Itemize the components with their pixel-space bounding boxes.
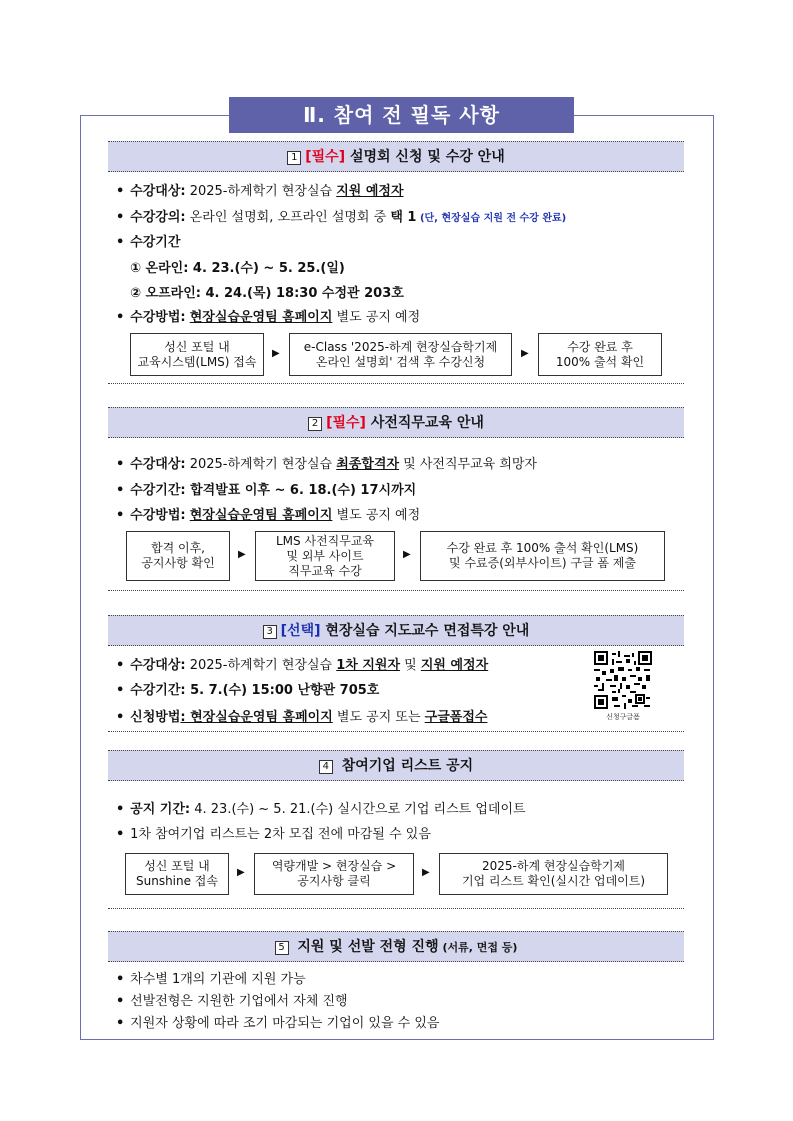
list-item: • 수강대상: 2025-하계학기 현장실습 1차 지원자 및 지원 예정자 [116,658,489,673]
optional-tag: [선택] [280,623,321,639]
flow-step: 2025-하계 현장실습학기제 기업 리스트 확인(실시간 업데이트) [439,853,668,895]
section-5-title: 지원 및 선발 전형 진행 [292,939,439,955]
arrow-icon: ▶ [272,348,280,359]
list-item: • 수강기간: 합격발표 이후 ~ 6. 18.(수) 17시까지 [116,483,417,498]
offline-schedule: ② 오프라인: 4. 24.(목) 18:30 수정관 203호 [130,286,404,301]
list-item: • 지원자 상황에 따라 조기 마감되는 기업이 있을 수 있음 [116,1016,440,1031]
qr-label: 신청구글폼 [606,713,640,721]
list-item: • 1차 참여기업 리스트는 2차 모집 전에 마감될 수 있음 [116,827,431,842]
flow-step: 성신 포털 내 Sunshine 접속 [125,853,229,895]
arrow-icon: ▶ [238,549,246,560]
arrow-icon: ▶ [237,867,245,878]
list-item: • 신청방법: 현장실습운영팀 홈페이지 별도 공지 또는 구글폼접수 [116,710,488,725]
section-4-title: 참여기업 리스트 공지 [336,758,474,774]
flow-step: 수강 완료 후 100% 출석 확인(LMS) 및 수료증(외부사이트) 구글 폼 제출 [420,531,665,581]
divider [108,590,684,591]
section-1-number: 1 [287,151,301,165]
list-item: • 수강기간: 5. 7.(수) 15:00 난향관 705호 [116,683,380,698]
list-item: • 공지 기간: 4. 23.(수) ~ 5. 21.(수) 실시간으로 기업 리스트 업데이트 [116,802,526,817]
section-5-subtitle: (서류, 면접 등) [438,941,518,954]
section-2-number: 2 [308,417,322,431]
required-tag: [필수] [305,149,346,165]
section-3-number: 3 [263,625,277,639]
section-3-header [108,615,684,646]
flow-step: e-Class '2025-하계 현장실습학기제 온라인 설명회' 검색 후 수강신청 [289,333,512,376]
section-4-number: 4 [319,760,333,774]
qr-code-icon[interactable] [594,651,652,709]
list-item: • 선발전형은 지원한 기업에서 자체 진행 [116,994,348,1009]
list-item: • 수강강의: 온라인 설명회, 오프라인 설명회 중 택 1 (단, 현장실습 지원 전 수강 완료) [116,210,567,225]
list-item: • 수강방법: 현장실습운영팀 홈페이지 별도 공지 예정 [116,508,421,523]
list-item: • 수강기간 [116,235,181,250]
divider [108,383,684,384]
arrow-icon: ▶ [521,348,529,359]
flow-step: 성신 포털 내 교육시스템(LMS) 접속 [130,333,264,376]
online-schedule: ① 온라인: 4. 23.(수) ~ 5. 25.(일) [130,261,345,276]
list-item: • 수강대상: 2025-하계학기 현장실습 지원 예정자 [116,184,404,199]
arrow-icon: ▶ [422,867,430,878]
divider [108,731,684,732]
section-5-number: 5 [275,941,289,955]
divider [108,908,684,909]
section-3-title: 현장실습 지도교수 면접특강 안내 [320,623,530,639]
section-1-header [108,141,684,172]
section-5-header [108,931,684,962]
flow-step: LMS 사전직무교육 및 외부 사이트 직무교육 수강 [255,531,395,581]
section-2-header [108,407,684,438]
page-title: Ⅱ. 참여 전 필독 사항 [229,97,574,133]
required-tag: [필수] [326,415,366,431]
arrow-icon: ▶ [403,549,411,560]
section-2-title: 사전직무교육 안내 [365,415,484,431]
list-item: • 수강대상: 2025-하계학기 현장실습 최종합격자 및 사전직무교육 희망자 [116,457,537,472]
flow-step: 수강 완료 후 100% 출석 확인 [538,333,662,376]
flow-step: 역량개발 > 현장실습 > 공지사항 클릭 [254,853,414,895]
section-1-title: 설명회 신청 및 수강 안내 [345,149,505,165]
section-4-header [108,750,684,781]
flow-step: 합격 이후, 공지사항 확인 [126,531,230,581]
list-item: • 차수별 1개의 기관에 지원 가능 [116,972,306,987]
list-item: • 수강방법: 현장실습운영팀 홈페이지 별도 공지 예정 [116,310,421,325]
